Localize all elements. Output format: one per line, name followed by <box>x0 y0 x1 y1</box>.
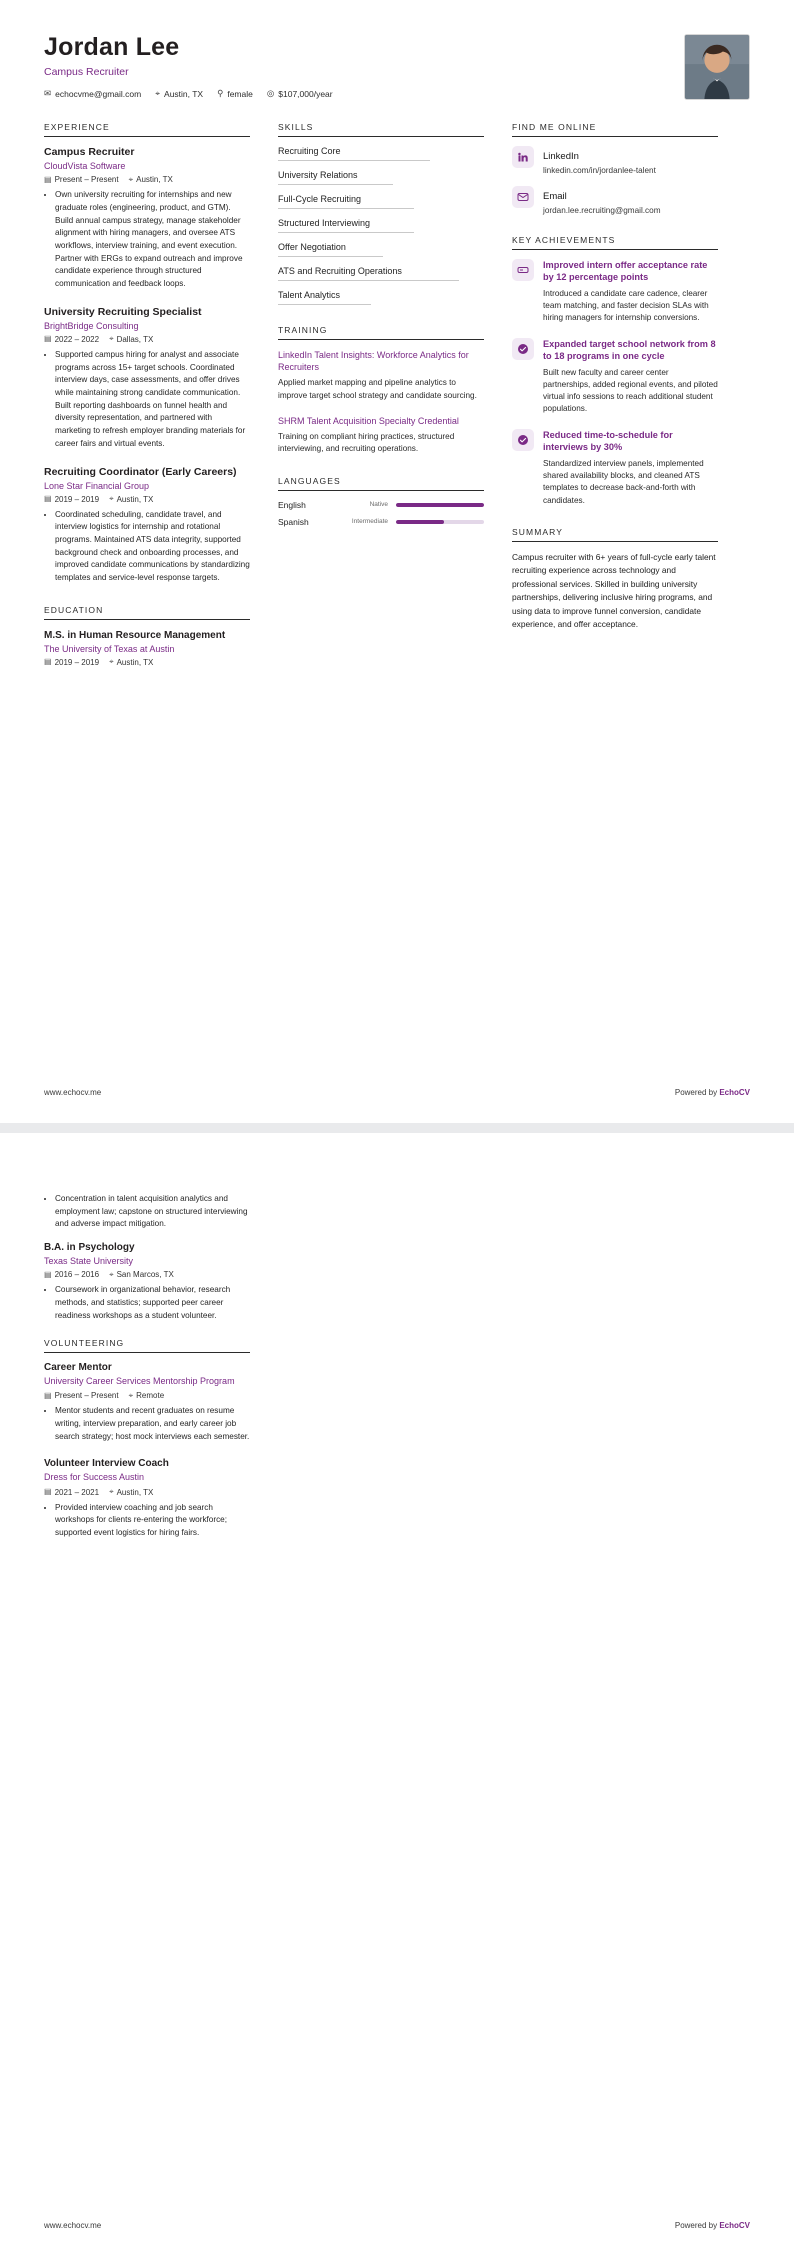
contact-email <box>44 89 141 99</box>
page-footer <box>44 1088 750 1097</box>
section-training <box>278 325 484 456</box>
achievement-title: Improved intern offer acceptance rate by 12 percentage points <box>543 260 708 283</box>
education-meta <box>44 658 250 667</box>
online-value: linkedin.com/in/jordanlee-talent <box>543 166 656 175</box>
volunteering-bullets <box>55 1405 250 1443</box>
check-circle-icon <box>512 429 534 451</box>
volunteering-dates <box>44 1488 99 1497</box>
language-bar <box>396 520 484 524</box>
job-dates <box>44 335 99 344</box>
skill-item: Recruiting Core <box>278 146 484 161</box>
training-title: LinkedIn Talent Insights: Workforce Analytics for Recruiters <box>278 350 469 373</box>
education-bullet: • Concentration in talent acquisition analytics and employment law; capstone on structured interviewing and adverse impact mitigation. <box>55 1193 250 1231</box>
badge-icon <box>512 259 534 281</box>
achievement-description: Built new faculty and career center partnerships, added regional events, and piloted virtual info sessions to reach additional student populations. <box>543 367 718 414</box>
job-dates-text: 2019 – 2019 <box>54 494 100 504</box>
section-experience <box>44 122 250 585</box>
online-email-text <box>543 186 661 215</box>
section-title-find-me-online: FIND ME ONLINE <box>512 122 718 137</box>
language-name: Spanish <box>278 516 309 527</box>
section-title-summary: SUMMARY <box>512 527 718 542</box>
achievement-title: Expanded target school network from 8 to 18 programs in one cycle <box>543 338 716 362</box>
resume-page-2 <box>0 1133 794 2256</box>
volunteering-location-text: Austin, TX <box>116 1487 154 1497</box>
education-title: M.S. in Human Resource Management <box>44 629 226 641</box>
contact-salary <box>267 89 333 99</box>
email-icon <box>512 186 534 208</box>
language-item <box>278 500 484 510</box>
section-title-volunteering: VOLUNTEERING <box>44 1338 250 1353</box>
avatar-illustration <box>685 35 749 99</box>
education-location <box>109 1270 174 1279</box>
volunteering-meta <box>44 1391 250 1400</box>
job-dates <box>44 175 119 184</box>
job-organization: BrightBridge Consulting <box>44 320 139 331</box>
education-bullets <box>55 1284 250 1322</box>
volunteering-organization: Dress for Success Austin <box>44 1472 145 1483</box>
achievement-description: Standardized interview panels, implemented shared availability blocks, and cleaned ATS templates to decrease back-and-forth with candidates. <box>543 458 704 505</box>
section-summary <box>512 527 718 632</box>
calendar-icon: ▤ <box>44 494 52 504</box>
achievement-item <box>512 429 718 507</box>
language-level: Native <box>369 501 388 509</box>
job-title: Campus Recruiter <box>44 146 135 158</box>
section-languages <box>278 476 484 527</box>
section-title-skills: SKILLS <box>278 122 484 137</box>
section-volunteering <box>44 1338 250 1540</box>
section-key-achievements <box>512 235 718 507</box>
online-item-linkedin[interactable] <box>512 146 718 175</box>
education-bullets <box>55 1193 250 1231</box>
calendar-icon: ▤ <box>44 1487 52 1497</box>
section-title-training: TRAINING <box>278 325 484 340</box>
volunteering-meta <box>44 1488 250 1497</box>
volunteering-item <box>44 1458 250 1539</box>
footer-site[interactable]: www.echocv.me <box>44 1088 102 1097</box>
contact-location <box>155 89 203 99</box>
job-title: Recruiting Coordinator (Early Careers) <box>44 465 237 478</box>
job-bullets <box>55 189 250 291</box>
language-item <box>278 517 484 527</box>
map-pin-icon: ⌖ <box>128 1390 134 1400</box>
map-pin-icon: ⌖ <box>155 88 161 99</box>
column-left <box>44 122 250 687</box>
volunteering-location <box>129 1391 165 1400</box>
calendar-icon: ▤ <box>44 1390 52 1400</box>
job-bullets <box>55 509 250 585</box>
experience-item <box>44 466 250 585</box>
skill-item: Offer Negotiation <box>278 242 484 257</box>
skill-item: Talent Analytics <box>278 290 484 305</box>
footer-powered-prefix: Powered by <box>674 1088 720 1097</box>
section-find-me-online <box>512 122 718 215</box>
education-dates <box>44 1270 99 1279</box>
map-pin-icon: ⌖ <box>109 494 114 504</box>
job-meta <box>44 495 250 504</box>
education-item <box>44 1241 250 1322</box>
job-dates-text: Present – Present <box>54 175 119 185</box>
job-location-text: Austin, TX <box>136 175 173 185</box>
section-education <box>44 605 250 667</box>
job-dates <box>44 495 99 504</box>
check-circle-icon <box>512 338 534 360</box>
volunteering-item <box>44 1362 250 1443</box>
training-description: Applied market mapping and pipeline analytics to improve target school strategy and candidate sourcing. <box>278 378 477 400</box>
column-middle <box>278 122 484 547</box>
online-label: Email <box>543 191 567 202</box>
map-pin-icon: ⌖ <box>128 174 134 184</box>
footer-brand-name: EchoCV <box>719 2221 750 2230</box>
education-item <box>44 629 250 667</box>
volunteering-bullets <box>55 1502 250 1540</box>
money-icon: ◎ <box>266 88 275 99</box>
map-pin-icon: ⌖ <box>109 1487 114 1497</box>
experience-item <box>44 146 250 291</box>
online-value: jordan.lee.recruiting@gmail.com <box>543 206 661 215</box>
volunteering-dates-text: Present – Present <box>54 1391 119 1401</box>
education-organization: The University of Texas at Austin <box>44 643 175 654</box>
contact-gender-text: female <box>227 88 253 99</box>
training-item <box>278 349 484 402</box>
language-level: Intermediate <box>351 518 388 526</box>
education-dates-text: 2016 – 2016 <box>54 1270 100 1280</box>
education-organization: Texas State University <box>44 1256 134 1267</box>
map-pin-icon: ⌖ <box>109 334 114 344</box>
volunteering-bullet: • Mentor students and recent graduates on resume writing, interview preparation, and early career job search strategy; host mock interviews each semester. <box>55 1405 250 1443</box>
page-footer <box>44 2221 750 2230</box>
contact-gender <box>217 89 253 99</box>
linkedin-icon <box>512 146 534 168</box>
footer-brand <box>675 1088 750 1097</box>
achievement-item <box>512 259 718 325</box>
footer-site[interactable]: www.echocv.me <box>44 2221 102 2230</box>
footer-brand-name: EchoCV <box>719 1088 750 1097</box>
section-skills <box>278 122 484 305</box>
job-bullet: • Own university recruiting for internships and new graduate roles (engineering, product, and GTM). Build annual campus strategy, manage stakeholder alignment with hiring managers, and oversee ATS workflows, interview training, and event execution. Partner with ERGs to expand outreach and improve candidate experience through structured communication and feedback loops. <box>55 189 250 291</box>
page-separator <box>0 1123 794 1133</box>
skill-item: University Relations <box>278 170 484 185</box>
section-title-key-achievements: KEY ACHIEVEMENTS <box>512 235 718 250</box>
map-pin-icon: ⌖ <box>109 657 114 667</box>
language-name: English <box>278 499 306 510</box>
training-description: Training on compliant hiring practices, structured interviewing, and recruiting operations. <box>278 432 455 454</box>
achievement-body <box>543 259 718 325</box>
experience-item <box>44 306 250 451</box>
job-bullet: • Coordinated scheduling, candidate travel, and interview logistics for internship and rotational programs. Maintained ATS data integrity, supported background check and onboarding processes, and improved candidate communications by standardizing templates and service-level response targets. <box>55 509 250 585</box>
calendar-icon: ▤ <box>44 657 52 667</box>
education-location <box>109 658 153 667</box>
job-meta <box>44 175 250 184</box>
column-left-page2 <box>44 1193 250 1560</box>
education-location-text: Austin, TX <box>116 657 154 667</box>
volunteering-title: Career Mentor <box>44 1362 112 1374</box>
language-bar <box>396 503 484 507</box>
achievement-body <box>543 338 718 416</box>
job-location <box>109 495 153 504</box>
volunteering-dates <box>44 1391 119 1400</box>
calendar-icon: ▤ <box>44 174 52 184</box>
job-dates-text: 2022 – 2022 <box>54 334 100 344</box>
candidate-name: Jordan Lee <box>44 33 180 61</box>
skill-item: ATS and Recruiting Operations <box>278 266 484 281</box>
skill-item: Full-Cycle Recruiting <box>278 194 484 209</box>
education-location-text: San Marcos, TX <box>116 1270 174 1280</box>
achievement-body <box>543 429 718 507</box>
calendar-icon: ▤ <box>44 1269 52 1279</box>
envelope-icon: ✉ <box>44 88 52 99</box>
training-title: SHRM Talent Acquisition Specialty Credential <box>278 415 459 426</box>
education-dates-text: 2019 – 2019 <box>54 657 100 667</box>
job-location-text: Dallas, TX <box>116 334 154 344</box>
job-organization: Lone Star Financial Group <box>44 480 150 491</box>
page2-columns <box>0 1133 794 1560</box>
online-linkedin-text <box>543 146 656 175</box>
contact-location-text: Austin, TX <box>164 88 204 99</box>
education-dates <box>44 658 99 667</box>
candidate-headline: Campus Recruiter <box>44 65 129 78</box>
education-title: B.A. in Psychology <box>44 1242 135 1254</box>
page1-columns <box>0 100 794 687</box>
calendar-icon: ▤ <box>44 334 52 344</box>
volunteering-location <box>109 1488 153 1497</box>
contact-salary-text: $107,000/year <box>278 88 333 99</box>
achievement-title: Reduced time-to-schedule for interviews by 30% <box>543 429 673 453</box>
volunteering-dates-text: 2021 – 2021 <box>54 1487 100 1497</box>
summary-text: Campus recruiter with 6+ years of full-cycle early talent recruiting experience across technology and professional services. Skilled in building university partnerships, delivering inclusive hiring programs, and using data to improve funnel conversion, candidate experience, and offer acceptance. <box>512 551 716 629</box>
footer-powered-prefix: Powered by <box>674 2221 720 2230</box>
job-location <box>129 175 173 184</box>
footer-brand <box>675 2221 750 2230</box>
contact-row <box>44 89 333 99</box>
column-right <box>512 122 718 651</box>
volunteering-title: Volunteer Interview Coach <box>44 1458 169 1470</box>
contact-email-text: echocvme@gmail.com <box>55 88 142 99</box>
job-organization: CloudVista Software <box>44 161 126 172</box>
header-identity <box>44 34 333 99</box>
job-title: University Recruiting Specialist <box>44 305 202 318</box>
resume-header <box>0 0 794 100</box>
online-item-email[interactable] <box>512 186 718 215</box>
map-pin-icon: ⌖ <box>109 1269 114 1279</box>
volunteering-location-text: Remote <box>136 1391 165 1401</box>
job-meta <box>44 335 250 344</box>
volunteering-bullet: • Provided interview coaching and job search workshops for clients re-entering the workforce; supported event logistics for hiring fairs. <box>55 1502 250 1540</box>
job-bullets <box>55 349 250 451</box>
job-bullet: • Supported campus hiring for analyst and associate programs across 15+ target schools. Coordinated interview days, case assessments, and offer drives while maintaining strong candidate communication. Built reporting dashboards on funnel health and diversity representation, and partnered with marketing to refresh employer branding materials for career fairs and virtual events. <box>55 349 250 451</box>
job-location <box>109 335 153 344</box>
achievement-item <box>512 338 718 416</box>
section-title-education: EDUCATION <box>44 605 250 620</box>
training-item <box>278 415 484 456</box>
avatar <box>684 34 750 100</box>
section-title-languages: LANGUAGES <box>278 476 484 491</box>
resume-page-1 <box>0 0 794 1123</box>
achievement-description: Introduced a candidate care cadence, clearer team matching, and faster decision SLAs with hiring managers for internship conversions. <box>543 288 709 323</box>
section-title-experience: EXPERIENCE <box>44 122 250 137</box>
job-location-text: Austin, TX <box>116 494 154 504</box>
gender-icon: ⚲ <box>217 88 224 99</box>
education-meta <box>44 1270 250 1279</box>
education-bullet: • Coursework in organizational behavior, research methods, and statistics; supported peer career readiness workshops as a student volunteer. <box>55 1284 250 1322</box>
skill-item: Structured Interviewing <box>278 218 484 233</box>
online-label: LinkedIn <box>543 151 579 162</box>
volunteering-organization: University Career Services Mentorship Program <box>44 1376 235 1387</box>
